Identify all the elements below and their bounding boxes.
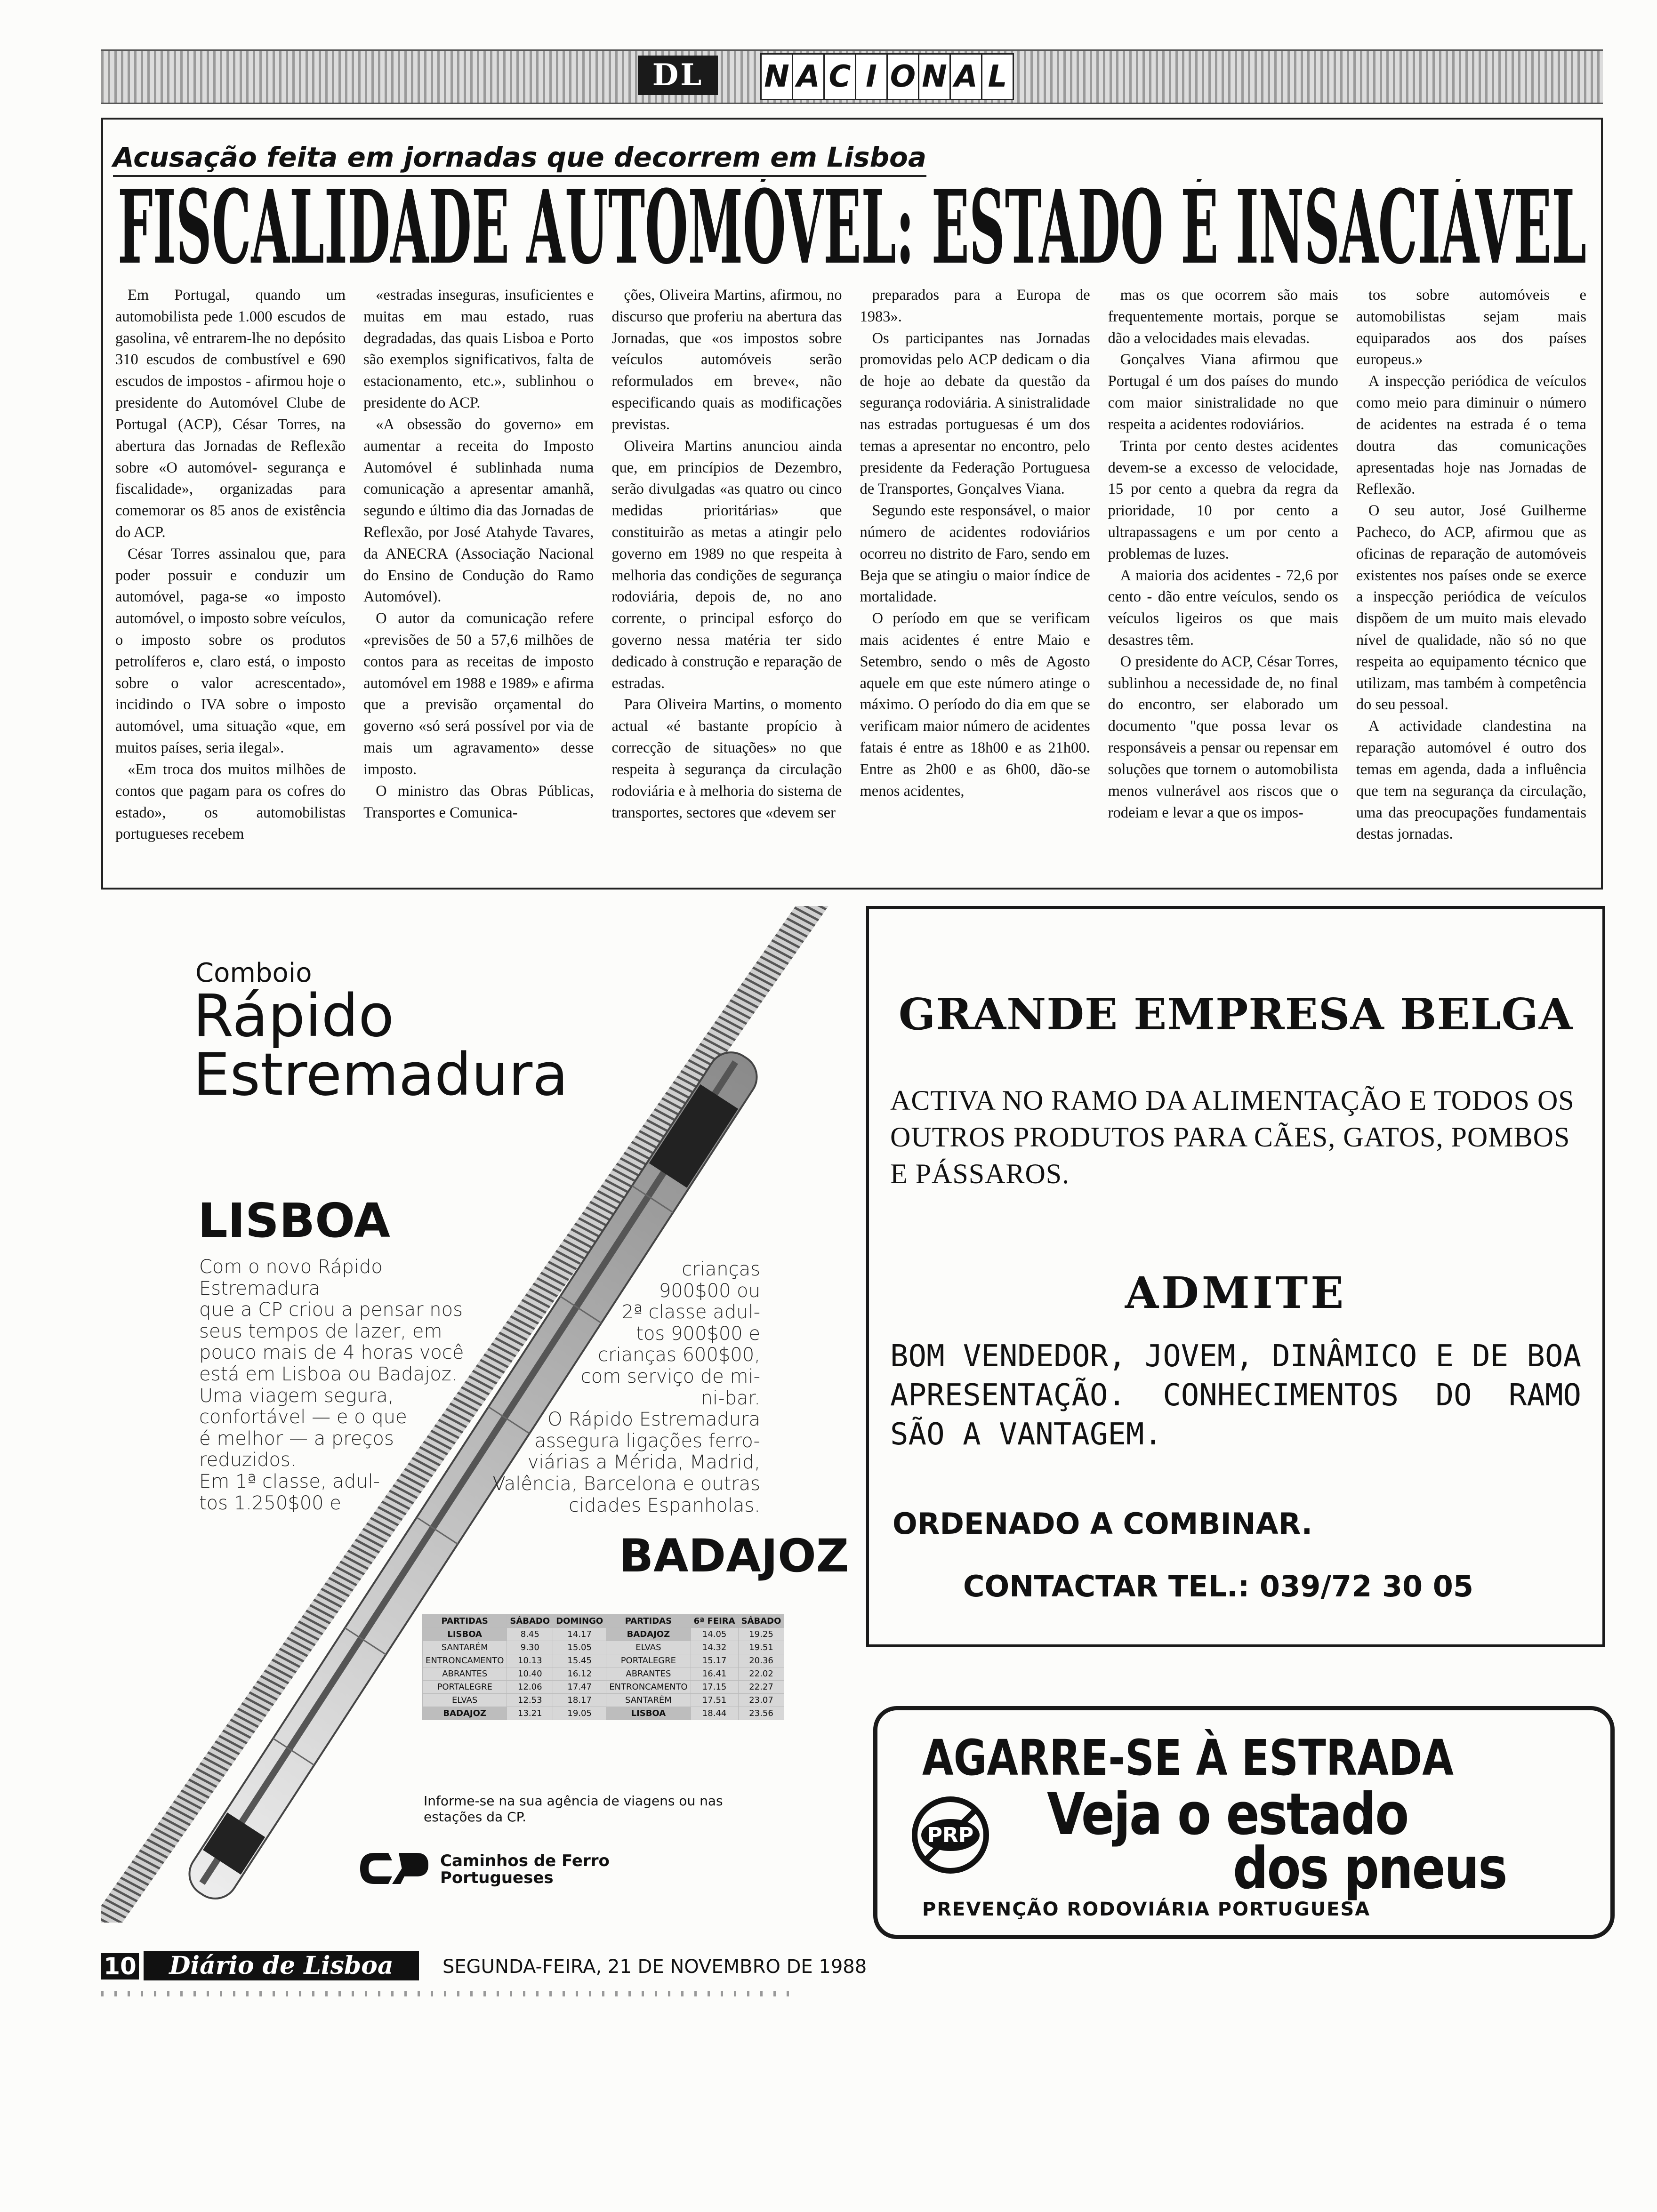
ad-text-line: tos 900$00 e <box>636 1322 760 1345</box>
article-paragraph: O autor da comunicação refere «previsões de 50 a 57,6 milhões de contos para as receitas de imposto automóvel em 1988 e 1989» e afirma que a previsão orçamental do governo «só será possível por via de mais um agravamento» desse imposto. <box>363 610 594 778</box>
cp-company-name <box>440 1853 610 1886</box>
timetable-cell: ABRANTES <box>606 1667 691 1681</box>
ad-text-line: crianças <box>682 1258 760 1280</box>
timetable <box>422 1614 784 1720</box>
prp-organization: PREVENÇÃO RODOVIÁRIA PORTUGUESA <box>922 1899 1371 1920</box>
article-paragraph: A maioria dos acidentes - 72,6 por cento - dão entre veículos, sendo os veículos ligeiros os que mais desastres têm. <box>1108 567 1338 649</box>
article-kicker: Acusação feita em jornadas que decorrem em Lisboa <box>113 141 926 177</box>
timetable-cell: BADAJOZ <box>423 1707 507 1720</box>
timetable-cell: SANTARÉM <box>606 1694 691 1707</box>
ad-note <box>424 1793 723 1825</box>
article-paragraph: O seu autor, José Guilherme Pacheco, do ACP, afirmou que as oficinas de reparação de automóveis existentes nos países onde se exerce a inspecção periódica de veículos dispõem de um muito mais elevado nível de qualidade, não só no que respeita ao equipamento técnico que utilizam, mas também à competência do seu pessoal. <box>1356 502 1586 713</box>
timetable-cell: 13.21 <box>507 1707 553 1720</box>
ad-text-line: seus tempos de lazer, em <box>199 1320 442 1342</box>
section-letter: A <box>793 55 825 99</box>
section-letter: N <box>762 55 793 99</box>
timetable-cell: PORTALEGRE <box>423 1681 507 1694</box>
ad-text-right <box>478 1259 760 1516</box>
timetable-row <box>423 1667 784 1681</box>
ad-admite: ADMITE <box>1125 1267 1347 1318</box>
footer-rule <box>101 1991 798 1996</box>
timetable-cell: 8.45 <box>507 1628 553 1641</box>
ad-note-line: Informe-se na sua agência de viagens ou nas <box>424 1793 723 1809</box>
article-headline <box>106 179 1598 273</box>
article-column <box>860 285 1090 880</box>
timetable-cell: 14.32 <box>691 1641 738 1654</box>
timetable-cell: 20.36 <box>738 1654 784 1667</box>
timetable-header-cell: SÁBADO <box>738 1615 784 1628</box>
section-letter: L <box>988 59 1007 94</box>
article-column <box>115 285 346 880</box>
timetable-cell: 16.41 <box>691 1667 738 1681</box>
footer-masthead: Diário de Lisboa <box>144 1951 419 1980</box>
ad-requirements: BOM VENDEDOR, JOVEM, DINÂMICO E DE BOA APRESENTAÇÃO. CONHECIMENTOS DO RAMO SÃO A VANTAGEM. <box>890 1339 1581 1452</box>
timetable-cell: 18.44 <box>691 1707 738 1720</box>
prp-line-3: dos pneus <box>1233 1835 1507 1902</box>
ad-text-line: reduzidos. <box>199 1449 297 1471</box>
ad-text-line: que a CP criou a pensar nos <box>199 1299 463 1321</box>
article-column <box>1108 285 1338 880</box>
timetable-cell: 12.06 <box>507 1681 553 1694</box>
article-paragraph: «estradas inseguras, insuficientes e muitas em mau estado, ruas degradadas, das quais Lisboa e Porto são exemplos significativos, falta de estacionamento, etc.», sublinhou o presidente do ACP. <box>363 287 594 412</box>
timetable-cell: 12.53 <box>507 1694 553 1707</box>
city-lisboa: LISBOA <box>198 1193 390 1248</box>
section-letter: A <box>951 55 982 99</box>
article-paragraph: Para Oliveira Martins, o momento actual «é bastante propício à correcção de situações» no que respeita à segurança da circulação rodoviária e à melhoria do sistema de transportes, sectores que «devem ser <box>611 696 842 821</box>
timetable-cell: SANTARÉM <box>423 1641 507 1654</box>
ad-text-line: Uma viagem segura, <box>199 1385 394 1407</box>
ad-text-line: Com o novo Rápido Estremadura <box>199 1256 383 1299</box>
timetable-cell: 10.40 <box>507 1667 553 1681</box>
article-paragraph: Oliveira Martins anunciou ainda que, em princípios de Dezembro, serão divulgadas «as quatro ou cinco medidas prioritárias» que constituirão as metas a atingir pelo governo em 1989 no que respeita à melhoria das condições de segurança rodoviária, depois de, no ano corrente, o principal esforço do governo nessa matéria ter sido dedicado à construção e reparação de estradas. <box>611 437 842 692</box>
timetable-cell: ELVAS <box>606 1641 691 1654</box>
section-letter: I <box>856 55 888 99</box>
timetable-cell: 19.51 <box>738 1641 784 1654</box>
ad-text-line: O Rápido Estremadura <box>547 1409 760 1431</box>
timetable-cell: 15.05 <box>553 1641 606 1654</box>
timetable-cell: 17.47 <box>553 1681 606 1694</box>
ad-text-line: 2ª classe adul- <box>621 1301 760 1323</box>
timetable-row <box>423 1694 784 1707</box>
article-paragraph: César Torres assinalou que, para poder possuir e conduzir um automóvel, paga-se «o imposto automóvel, o imposto sobre veículos, o imposto sobre os produtos petrolíferos e, claro está, o imposto sobre o valor acrescentado», incidindo o IVA sobre o imposto automóvel, uma situação «que, em muitos países, seria ilegal». <box>115 545 346 757</box>
timetable-row <box>423 1707 784 1720</box>
ad-salary: ORDENADO A COMBINAR. <box>893 1506 1313 1541</box>
timetable-cell: ELVAS <box>423 1694 507 1707</box>
article-paragraph: O ministro das Obras Públicas, Transportes e Comunica- <box>363 782 594 821</box>
prp-line-1: AGARRE-SE À ESTRADA <box>922 1729 1454 1787</box>
ad-activity-line: OUTROS PRODUTOS PARA CÃES, GATOS, POMBOS <box>890 1122 1570 1153</box>
timetable-cell: 23.56 <box>738 1707 784 1720</box>
timetable-cell: 15.17 <box>691 1654 738 1667</box>
timetable-cell: 17.15 <box>691 1681 738 1694</box>
ad-text-line: tos 1.250$00 e <box>199 1492 341 1514</box>
timetable-cell: ENTRONCAMENTO <box>423 1654 507 1667</box>
city-badajoz: BADAJOZ <box>619 1530 849 1582</box>
ad-line-estremadura: Estremadura <box>193 1041 569 1109</box>
timetable-cell: 17.51 <box>691 1694 738 1707</box>
timetable-row <box>423 1681 784 1694</box>
timetable-cell: ENTRONCAMENTO <box>606 1681 691 1694</box>
job-advertisement <box>866 906 1605 1647</box>
ad-activity-line: E PÁSSAROS. <box>890 1158 1070 1189</box>
article-column <box>1356 285 1586 880</box>
timetable-header-cell: 6ª FEIRA <box>691 1615 738 1628</box>
section-title <box>760 53 1014 100</box>
article-paragraph: Segundo este responsável, o maior número de acidentes rodoviários ocorreu no distrito de Faro, sendo em Beja que se atingiu o maior índice de mortalidade. <box>860 502 1090 606</box>
article-paragraph: O período em que se verificam mais acidentes é entre Maio e Setembro, sendo o mês de Agosto aquele em que este número atinge o máximo. O período do dia em que se verificam maior número de acidentes fatais é entre as 18h00 e as 21h00. Entre as 2h00 e as 6h00, dão-se menos acidentes, <box>860 610 1090 800</box>
article-column <box>611 285 842 880</box>
timetable-cell: 19.05 <box>553 1707 606 1720</box>
ad-text-line: Valência, Barcelona e outras <box>492 1473 760 1495</box>
timetable-cell: LISBOA <box>423 1628 507 1641</box>
ad-activity-line: ACTIVA NO RAMO DA ALIMENTAÇÃO E TODOS OS <box>890 1085 1575 1116</box>
cp-advertisement <box>101 906 873 1941</box>
prp-line-2: Veja o estado <box>1047 1781 1408 1848</box>
timetable-row <box>423 1628 784 1641</box>
ad-contact-phone: CONTACTAR TEL.: 039/72 30 05 <box>963 1569 1474 1603</box>
prp-advertisement <box>873 1706 1615 1939</box>
article-paragraph: A actividade clandestina na reparação automóvel é outro dos temas em agenda, dada a influência que tem na segurança da circulação, uma das preocupações fundamentais destas jornadas. <box>1356 718 1586 843</box>
ad-text-line: está em Lisboa ou Badajoz. <box>199 1363 458 1385</box>
timetable-cell: 22.27 <box>738 1681 784 1694</box>
timetable-header-row <box>423 1615 784 1628</box>
prp-badge-text: PRP <box>927 1823 974 1847</box>
timetable-cell: 14.17 <box>553 1628 606 1641</box>
prp-badge-icon <box>910 1795 990 1875</box>
article-paragraph: tos sobre automóveis e automobilistas sejam mais equiparados aos dos países europeus.» <box>1356 287 1586 369</box>
article-paragraph: preparados para a Europa de 1983». <box>860 287 1090 325</box>
ad-text-line: ni-bar. <box>700 1387 760 1409</box>
timetable-cell: 22.02 <box>738 1667 784 1681</box>
timetable-cell: 23.07 <box>738 1694 784 1707</box>
section-letter: C <box>825 55 856 99</box>
article-paragraph: A inspecção periódica de veículos como meio para diminuir o número de acidentes na estrada é o tema doutra das comunicações apresentadas hoje nas Jornadas de Reflexão. <box>1356 373 1586 498</box>
timetable-cell: 14.05 <box>691 1628 738 1641</box>
article-paragraph: O presidente do ACP, César Torres, sublinhou a necessidade de, no final do encontro, ser elaborado um documento "que possa levar os responsáveis a pensar ou repensar em soluções que tornem o automobilista menos vulnerável aos riscos que o rodeiam e levar a que os impos- <box>1108 653 1338 821</box>
ad-text-line: pouco mais de 4 horas você <box>199 1342 464 1364</box>
ad-line-rapido: Rápido <box>193 982 394 1050</box>
article-column <box>363 285 594 880</box>
ad-text-line: confortável — e o que <box>199 1406 407 1428</box>
company-name-line: Caminhos de Ferro <box>440 1851 610 1870</box>
timetable-cell: 19.25 <box>738 1628 784 1641</box>
ad-note-line: estações da CP. <box>424 1809 526 1825</box>
headline-text: FISCALIDADE AUTOMÓVEL: ESTADO É INSACIÁVEL <box>118 179 1586 273</box>
ad-text-left <box>199 1257 482 1514</box>
page-number: 10 <box>101 1953 139 1980</box>
article-paragraph: Gonçalves Viana afirmou que Portugal é um dos países do mundo com maior sinistralidade no que respeita a acidentes rodoviários. <box>1108 351 1338 433</box>
ad-activity <box>890 1082 1602 1192</box>
timetable-cell: BADAJOZ <box>606 1628 691 1641</box>
article-paragraph: Trinta por cento destes acidentes devem-se a excesso de velocidade, 15 por cento a quebra da regra da prioridade, 10 por cento a ultrapassagens e um por cento a problemas de luzes. <box>1108 437 1338 562</box>
article-paragraph: «A obsessão do governo» em aumentar a receita do Imposto Automóvel é sublinhada numa comunicação a apresentar amanhã, segundo e último dia das Jornadas de Reflexão, por José Atahyde Tavares, da ANECRA (Associação Nacional do Ensino de Condução do Ramo Automóvel). <box>363 416 594 606</box>
ad-line-comboio: Comboio <box>195 958 312 988</box>
article-body <box>115 285 1586 880</box>
article-paragraph: «Em troca dos muitos milhões de contos que pagam para os cofres do estado», os automobilistas portugueses recebem <box>115 761 346 843</box>
timetable-header-cell: PARTIDAS <box>606 1615 691 1628</box>
timetable-cell: 15.45 <box>553 1654 606 1667</box>
cp-logo-icon <box>355 1847 431 1890</box>
ad-text-line: é melhor — a preços <box>199 1427 394 1450</box>
timetable-row <box>423 1654 784 1667</box>
timetable-header-cell: SÁBADO <box>507 1615 553 1628</box>
timetable-cell: PORTALEGRE <box>606 1654 691 1667</box>
section-letter: O <box>888 55 919 99</box>
timetable-cell: ABRANTES <box>423 1667 507 1681</box>
article-paragraph: Os participantes nas Jornadas promovidas pelo ACP dedicam o dia de hoje ao debate da questão da segurança rodoviária. A sinistralidade nas estradas portuguesas é um dos temas a apresentar no encontro, pelo presidente da Federação Portuguesa de Transportes, Gonçalves Viana. <box>860 329 1090 498</box>
ad-text-line: com serviço de mi- <box>580 1365 760 1387</box>
company-name-line: Portugueses <box>440 1868 554 1887</box>
ad-text-line: cidades Espanholas. <box>569 1494 760 1516</box>
timetable-cell: 18.17 <box>553 1694 606 1707</box>
ad-text-line: viárias a Mérida, Madrid, <box>527 1451 760 1474</box>
timetable-cell: LISBOA <box>606 1707 691 1720</box>
timetable-cell: 16.12 <box>553 1667 606 1681</box>
article-paragraph: mas os que ocorrem são mais frequentemente mortais, porque se dão a velocidades mais elevadas. <box>1108 287 1338 347</box>
ad-text-line: assegura ligações ferro- <box>534 1430 760 1452</box>
ad-heading: GRANDE EMPRESA BELGA <box>898 989 1573 1040</box>
footer-date: SEGUNDA-FEIRA, 21 DE NOVEMBRO DE 1988 <box>442 1956 867 1978</box>
ad-text-line: crianças 600$00, <box>598 1344 760 1366</box>
timetable-row <box>423 1641 784 1654</box>
timetable-header-cell: PARTIDAS <box>423 1615 507 1628</box>
newspaper-logo: DL <box>638 56 718 95</box>
timetable-cell: 10.13 <box>507 1654 553 1667</box>
ad-text-line: 900$00 ou <box>659 1280 760 1302</box>
ad-text-line: Em 1ª classe, adul- <box>199 1470 380 1492</box>
section-letter: N <box>919 55 951 99</box>
timetable-cell: 9.30 <box>507 1641 553 1654</box>
article-paragraph: Em Portugal, quando um automobilista pede 1.000 escudos de gasolina, vê entrarem-lhe no depósito 310 escudos de combustível e 690 escudos de impostos - afirmou hoje o presidente do Automóvel Clube de Portugal (ACP), César Torres, na abertura das Jornadas de Reflexão sobre «O automóvel- segurança e fiscalidade», organizadas para comemorar os 85 anos de existência do ACP. <box>115 287 346 541</box>
article-paragraph: ções, Oliveira Martins, afirmou, no discurso que proferiu na abertura das Jornadas, que «os impostos sobre veículos automóveis serão reformulados em breve«, não especificando quais as modificações previstas. <box>611 287 842 433</box>
timetable-header-cell: DOMINGO <box>553 1615 606 1628</box>
